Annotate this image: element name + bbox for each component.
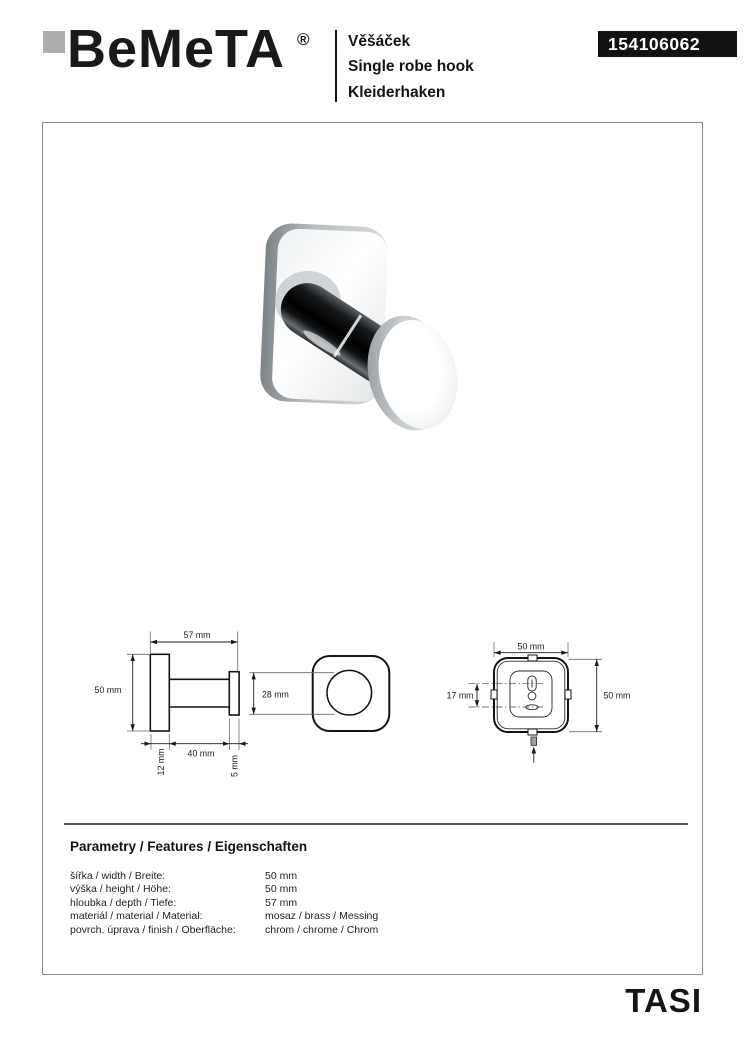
- dim-knob-diameter: 28 mm: [262, 689, 289, 700]
- parameters-heading: Parametry / Features / Eigenschaften: [70, 839, 308, 854]
- drawing-side-view: [95, 630, 248, 777]
- registered-trademark-icon: ®: [297, 30, 310, 49]
- parameter-row: [70, 910, 378, 923]
- product-photo: [43, 123, 702, 623]
- product-name-cs: Věšáček: [348, 33, 411, 50]
- dim-side-height: 50 mm: [94, 685, 122, 695]
- parameter-row: [70, 924, 378, 937]
- dim-back-height: 50 mm: [603, 690, 631, 701]
- parameter-value: mosaz / brass / Messing: [265, 910, 379, 923]
- dim-side-post-length: 40 mm: [187, 748, 215, 759]
- parameter-label: hloubka / depth / Tiefe:: [70, 896, 177, 909]
- product-code-badge: 154106062: [598, 31, 737, 57]
- parameters-table: [70, 870, 378, 937]
- drawing-back-view: [447, 642, 631, 763]
- parameter-row: [70, 883, 378, 896]
- parameter-row: [70, 870, 378, 883]
- logo-square-icon: [43, 31, 65, 53]
- dim-side-width: 57 mm: [183, 630, 211, 640]
- parameter-value: chrom / chrome / Chrom: [265, 923, 379, 936]
- collection-name: TASI: [625, 982, 702, 1019]
- technical-drawings: [43, 561, 702, 801]
- dim-side-knob-depth: 5 mm: [229, 755, 240, 777]
- product-name-de: Kleiderhaken: [348, 83, 446, 101]
- parameter-value: 50 mm: [265, 870, 298, 882]
- screw-icon: [531, 737, 537, 745]
- parameter-value: 50 mm: [265, 883, 298, 896]
- product-titles: [348, 29, 474, 105]
- parameter-row: [70, 897, 378, 910]
- content-box: [42, 122, 703, 975]
- parameter-label: materiál / material / Material:: [70, 910, 203, 923]
- parameter-label: výška / height / Höhe:: [70, 883, 171, 896]
- parameter-value: 57 mm: [265, 896, 298, 909]
- drawing-front-view: [249, 656, 389, 731]
- dim-back-width: 50 mm: [517, 641, 545, 652]
- brand-logo: BeMeTA: [67, 19, 286, 79]
- product-name-en: Single robe hook: [348, 58, 474, 76]
- section-divider: [64, 823, 688, 825]
- parameter-label: povrch. úprava / finish / Oberfläche:: [70, 923, 236, 936]
- dim-side-plate-depth: 12 mm: [156, 748, 166, 776]
- header-divider: [335, 30, 337, 102]
- parameter-label: šířka / width / Breite:: [70, 870, 166, 882]
- dim-back-hole-spacing: 17 mm: [446, 690, 474, 701]
